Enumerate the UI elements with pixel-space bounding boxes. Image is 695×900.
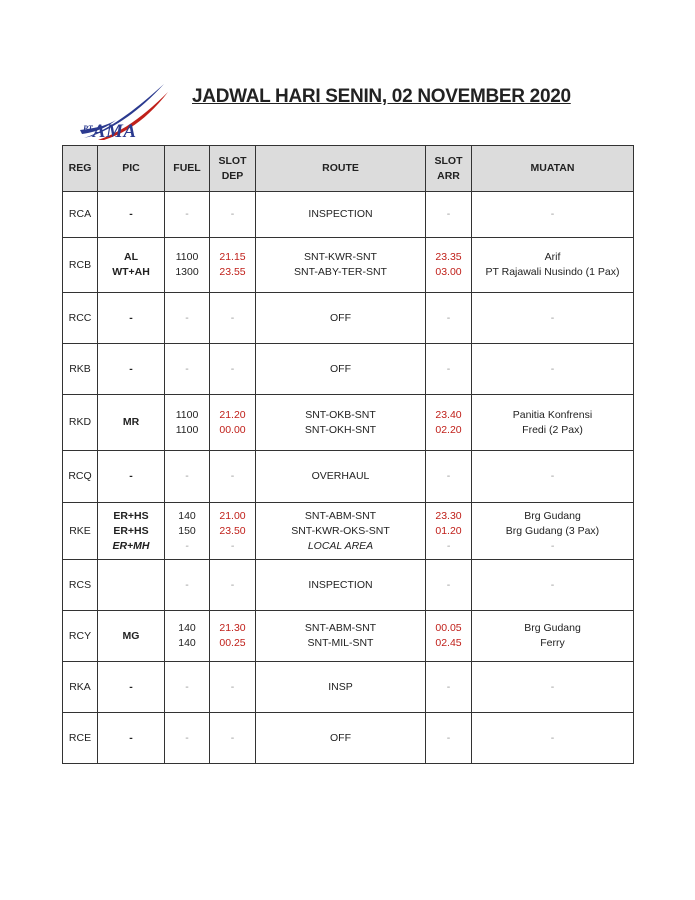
cell-line: - (230, 208, 235, 220)
cell-line: LOCAL AREA (307, 539, 374, 552)
column-header-fuel: FUEL (165, 146, 210, 192)
cell-line: - (230, 362, 235, 375)
cell-reg: RCA (63, 192, 98, 238)
cell-pic (98, 451, 165, 503)
cell-line: INSP (328, 680, 353, 693)
cell-line: 00.05 (435, 622, 462, 634)
cell-line: 1100 (175, 408, 199, 421)
cell-line: - (230, 578, 235, 591)
column-header-reg: REG (63, 146, 98, 192)
cell-line: 1300 (175, 266, 199, 278)
cell-line: SNT-ABY-TER-SNT (294, 266, 387, 278)
cell-line: Brg Gudang (524, 622, 581, 634)
cell-line: 23.35 (435, 251, 462, 263)
cell-line: - (185, 578, 189, 591)
cell-line: 140 (178, 509, 196, 522)
cell-line: OFF (330, 362, 351, 375)
cell-line: Arif (544, 251, 561, 263)
cell-line: Fredi (2 Pax) (522, 423, 583, 436)
cell-dep (210, 192, 256, 238)
cell-reg: RKB (63, 344, 98, 395)
column-header-route: ROUTE (256, 146, 426, 192)
cell-line: 23.55 (219, 266, 246, 278)
cell-line: - (230, 470, 235, 482)
cell-line: - (446, 362, 451, 375)
cell-pic (98, 560, 165, 611)
cell-arr (426, 503, 472, 560)
cell-line: - (550, 362, 555, 375)
cell-fuel (165, 395, 210, 451)
cell-reg: RCE (63, 713, 98, 764)
cell-line: OFF (330, 731, 351, 744)
cell-muatan (472, 395, 634, 451)
table-row (63, 662, 634, 713)
cell-route (256, 192, 426, 238)
cell-line: - (230, 731, 235, 744)
cell-muatan (472, 662, 634, 713)
cell-pic (98, 503, 165, 560)
cell-muatan (472, 344, 634, 395)
cell-route (256, 238, 426, 293)
logo-prefix: PT (83, 124, 93, 133)
cell-line: INSPECTION (308, 578, 373, 591)
cell-line: SNT-OKB-SNT (305, 408, 376, 421)
cell-line: MR (122, 416, 140, 428)
cell-pic (98, 238, 165, 293)
cell-dep (210, 503, 256, 560)
cell-fuel (165, 293, 210, 344)
cell-line: 02.20 (435, 423, 462, 436)
cell-arr (426, 293, 472, 344)
cell-fuel (165, 713, 210, 764)
cell-dep (210, 451, 256, 503)
cell-route (256, 560, 426, 611)
cell-pic (98, 344, 165, 395)
cell-line: WT+AH (112, 266, 150, 278)
cell-pic (98, 611, 165, 662)
cell-route (256, 713, 426, 764)
cell-line: - (230, 311, 235, 324)
cell-line: MG (122, 629, 140, 642)
cell-line: 21.30 (219, 622, 246, 634)
cell-muatan (472, 611, 634, 662)
cell-fuel (165, 451, 210, 503)
cell-line: - (446, 470, 451, 482)
cell-line: - (129, 362, 133, 375)
cell-line: - (446, 311, 451, 324)
cell-fuel (165, 192, 210, 238)
cell-line: 150 (178, 524, 196, 537)
cell-line: - (446, 208, 451, 220)
cell-dep (210, 344, 256, 395)
cell-reg: RCS (63, 560, 98, 611)
cell-line: 140 (178, 637, 196, 649)
column-header-slot-arr (426, 146, 472, 192)
cell-line: - (129, 208, 133, 220)
cell-fuel (165, 344, 210, 395)
cell-route (256, 451, 426, 503)
schedule-table (62, 145, 634, 764)
cell-line: 23.40 (435, 408, 462, 421)
column-header-slot-dep (210, 146, 256, 192)
cell-arr (426, 611, 472, 662)
cell-muatan (472, 713, 634, 764)
company-logo (83, 121, 137, 143)
cell-dep (210, 560, 256, 611)
cell-line: - (129, 470, 133, 482)
cell-muatan (472, 293, 634, 344)
cell-line: - (550, 680, 555, 693)
cell-pic (98, 293, 165, 344)
cell-reg: RCC (63, 293, 98, 344)
cell-line: 1100 (175, 251, 199, 263)
table-header-row (63, 146, 634, 192)
cell-reg: RKA (63, 662, 98, 713)
table-row (63, 451, 634, 503)
cell-dep (210, 611, 256, 662)
cell-reg: RCY (63, 611, 98, 662)
cell-line: SNT-KWR-OKS-SNT (291, 524, 390, 537)
cell-line: PT Rajawali Nusindo (1 Pax) (485, 266, 620, 278)
table-row (63, 293, 634, 344)
column-header-muatan: MUATAN (472, 146, 634, 192)
cell-line: - (550, 208, 555, 220)
cell-line: 00.00 (219, 423, 246, 436)
cell-line: OFF (330, 311, 351, 324)
cell-muatan (472, 503, 634, 560)
cell-route (256, 611, 426, 662)
cell-line: 1100 (175, 423, 199, 436)
cell-pic (98, 662, 165, 713)
cell-line: INSPECTION (308, 208, 373, 220)
header-line: SLOT (218, 154, 247, 167)
cell-line: ER+HS (113, 509, 149, 522)
cell-dep (210, 713, 256, 764)
cell-route (256, 344, 426, 395)
cell-line: Panitia Konfrensi (512, 408, 593, 421)
cell-line: SNT-KWR-SNT (304, 251, 377, 263)
cell-line: Brg Gudang (3 Pax) (505, 524, 600, 537)
cell-line: - (129, 311, 133, 324)
cell-line: ER+HS (113, 524, 149, 537)
cell-line: OVERHAUL (311, 470, 370, 482)
cell-fuel (165, 238, 210, 293)
cell-muatan (472, 560, 634, 611)
cell-reg: RCB (63, 238, 98, 293)
cell-arr (426, 192, 472, 238)
cell-line: 21.00 (219, 509, 246, 522)
table-row (63, 713, 634, 764)
cell-line: - (185, 311, 189, 324)
cell-line: - (185, 731, 189, 744)
cell-route (256, 503, 426, 560)
cell-line: - (185, 680, 189, 693)
cell-line: - (550, 539, 555, 552)
cell-line: - (550, 311, 555, 324)
table-row (63, 238, 634, 293)
cell-line: - (185, 470, 189, 482)
cell-line: - (446, 578, 451, 591)
cell-line: - (550, 470, 555, 482)
cell-line: 21.20 (219, 408, 246, 421)
cell-line: - (446, 680, 451, 693)
logo-name: AMA (92, 121, 137, 142)
cell-line: Brg Gudang (524, 509, 581, 522)
cell-line: 21.15 (219, 251, 246, 263)
cell-fuel (165, 611, 210, 662)
cell-line: - (129, 680, 133, 693)
column-header-pic: PIC (98, 146, 165, 192)
cell-muatan (472, 238, 634, 293)
cell-reg: RKE (63, 503, 98, 560)
cell-line: SNT-ABM-SNT (304, 622, 377, 634)
cell-arr (426, 344, 472, 395)
table-row (63, 560, 634, 611)
cell-dep (210, 662, 256, 713)
cell-line: 02.45 (435, 637, 462, 649)
table-row (63, 503, 634, 560)
cell-line: - (185, 208, 189, 220)
table-row (63, 395, 634, 451)
cell-line: 23.30 (435, 509, 462, 522)
table-row (63, 611, 634, 662)
cell-line: - (446, 731, 451, 744)
cell-pic (98, 713, 165, 764)
cell-route (256, 662, 426, 713)
cell-fuel (165, 503, 210, 560)
cell-line: AL (124, 251, 138, 263)
cell-arr (426, 662, 472, 713)
cell-line: 00.25 (219, 637, 246, 649)
cell-reg: RCQ (63, 451, 98, 503)
cell-line: Ferry (540, 637, 565, 649)
header-line: SLOT (434, 154, 463, 167)
cell-dep (210, 395, 256, 451)
cell-line: 23.50 (219, 524, 246, 537)
cell-fuel (165, 662, 210, 713)
cell-line: SNT-OKH-SNT (304, 423, 377, 436)
cell-line: SNT-ABM-SNT (304, 509, 377, 522)
cell-line: - (550, 578, 555, 591)
cell-line: ER+MH (112, 539, 150, 552)
cell-route (256, 395, 426, 451)
cell-fuel (165, 560, 210, 611)
page-title: JADWAL HARI SENIN, 02 NOVEMBER 2020 (192, 86, 571, 107)
cell-reg: RKD (63, 395, 98, 451)
header-line: ARR (437, 169, 460, 182)
cell-line: 01.20 (435, 524, 462, 537)
cell-line: - (185, 539, 189, 552)
cell-pic (98, 395, 165, 451)
cell-dep (210, 293, 256, 344)
cell-line: 03.00 (435, 266, 462, 278)
cell-line: - (446, 539, 451, 552)
cell-line: SNT-MIL-SNT (307, 637, 374, 649)
table-row (63, 192, 634, 238)
cell-arr (426, 713, 472, 764)
cell-arr (426, 560, 472, 611)
schedule-body (63, 192, 634, 764)
cell-arr (426, 238, 472, 293)
header-line: DEP (221, 169, 244, 182)
cell-pic (98, 192, 165, 238)
cell-line: 140 (178, 622, 196, 634)
cell-line: - (550, 731, 555, 744)
cell-line: - (129, 731, 133, 744)
cell-line: - (230, 680, 235, 693)
cell-line: - (230, 539, 235, 552)
cell-arr (426, 395, 472, 451)
cell-dep (210, 238, 256, 293)
table-row (63, 344, 634, 395)
cell-line: - (185, 362, 189, 375)
cell-arr (426, 451, 472, 503)
cell-muatan (472, 192, 634, 238)
cell-route (256, 293, 426, 344)
cell-muatan (472, 451, 634, 503)
